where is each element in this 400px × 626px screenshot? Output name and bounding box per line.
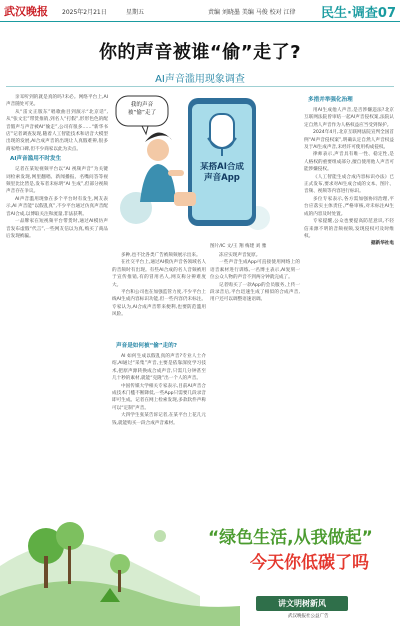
ad-badge-text: 讲文明树新风	[278, 599, 326, 608]
ad-slogan: “绿色生活,从我做起”	[208, 528, 373, 548]
paragraph: 《人工智能生成合成内容标识办法》已正式发布,要求对AI生成合成的文本、图片、音频、视频等内容进行标识。	[304, 174, 394, 195]
paragraph: 2024年4月,北京互联网法院宣判全国首例“AI声音侵权案”,明确认定自然人声音权益及于AI生成声音,未经许可使用构成侵权。	[304, 130, 394, 151]
weekday: 星期五	[126, 9, 145, 16]
paragraph: 在社交平台上,通过AI模仿声音各领域名人的音频时有出现。有些AI合成的名人音频被用于宣传推销,有的冒用名人,网友称分辨难度大。	[112, 260, 206, 288]
subheadline: AI声音滥用现象调查	[155, 74, 245, 85]
paragraph: 一品牌家在短视频平台带货时,通过AI模仿声音发布虚假“代言”,一些网友信以为真,购买了商品后发现被骗。	[6, 219, 108, 239]
person-figure	[140, 132, 184, 202]
public-service-ad	[0, 506, 400, 626]
paragraph: 律师表示,声音具有唯一性、稳定性,是人格权的重要组成部分,擅自使用他人声音可能涉嫌侵权。	[304, 152, 394, 173]
paragraph: 一些声音生成App可直接使用网络上的语音素材进行训练,一名博主表示,AI复刻一位公众人物的声音不到两分钟就完成了。	[210, 260, 300, 281]
title-divider	[6, 86, 394, 87]
paragraph: 专家提醒,公众也要提高防范意识,不轻信来源不明的音频视频,发现侵权可及时维权。	[304, 219, 394, 239]
section-heading: 声音是如何被“偷”走的?	[116, 343, 177, 349]
paragraph: 大四学生张某告诉记者,在某平台上花几元钱,就能购买一段合成声音素材。	[112, 413, 206, 426]
paragraph: 多种,也不比各类广告被频频展示出来。	[121, 253, 201, 258]
headline: 你的声音被谁“偷”走了?	[98, 42, 302, 63]
microphone-icon	[210, 114, 234, 148]
smartphone	[174, 98, 256, 226]
speech-bubble	[116, 96, 168, 134]
masthead: 武汉晚报	[4, 5, 48, 18]
paragraph: AI声音滥用现象在多个平台时有发生,网友表示,AI 声音能“以假乱真”,不少平台通过仿真声音配音AI合成,以博取关注和流量,非法获利。	[6, 196, 108, 217]
paragraph: 冻应实现声音复原。	[219, 253, 261, 258]
phone-label: 某搭AI合成声音App	[200, 162, 244, 183]
article-column-3	[210, 252, 300, 504]
bubble-text: 我的声音被“偷”走了	[127, 102, 157, 116]
paragraph: 平台和公司也在加强监管力度,不少平台上线AI生成内容标识功能,但一些内容仍未标注。专家认为,AI合成声音带来便利,也要防范滥用风险。	[112, 290, 206, 318]
article-column-1	[6, 94, 108, 504]
issue-date: 2025年2月21日	[62, 9, 107, 16]
source-signoff: 据新华社电	[371, 241, 394, 247]
section-heading: 多措并举强化治理	[308, 97, 353, 103]
editor-credits: 责编 刘晓墨 美编 马俊 校对 江律	[208, 9, 296, 16]
ad-organization: 武汉晚报社公益广告	[288, 614, 329, 619]
paragraph: AI 如何生成以假乱真的声音?专业人士介绍,AI通过“采集”声音,主要是依靠深度学习技术,把原声源转换成合成声音,只需几分钟甚至几十秒的素材,就能“克隆”出一个人的声音。	[112, 354, 206, 382]
page-header	[0, 0, 400, 22]
paragraph: 中国传媒大学相关专家表示,目前AI声音合成技术门槛不断降低,一些App只需要几段录音即可生成。记者在网上检索发现,多款软件声称可以“定制”声音。	[112, 383, 206, 411]
ad-tagline: 今天你低碳了吗	[250, 553, 369, 573]
paragraph: 记者在某短视频平台以“AI 视频声音”为关键词检索发现,网里翻唱、新闻播报、名嘴问答等视频里比比皆是,发布者未标明“AI 生成”,但部分视频声音存在争议。	[6, 167, 108, 195]
article-column-2b	[112, 340, 206, 504]
section-title: 民生·调查07	[320, 6, 396, 21]
paragraph: 多位专家表示,各方需加强协同治理,平台应落实主体责任,严格审核,对未标注AI生成的内容及时处置。	[304, 196, 394, 217]
photo-credit: 图片/IC 文/王 翔 梅建 刘 雅	[210, 244, 267, 249]
paragraph: 用AI生成他人声音,是否涉嫌违法?北京互联网法院曾审结一起AI声音侵权案,法院认定自然人声音作为人格权益应当受到保护。	[304, 108, 394, 128]
phone-illustration	[112, 92, 280, 240]
paragraph: 记者购买了一款App的会员服务,上传一段录音后,平台迅速生成了相似的合成声音,用户还可以调整语速语调。	[210, 282, 300, 303]
ad-badge	[256, 596, 348, 611]
paragraph: 从“雷文正版东”唱歌曲目到演示“北京话”,从“张文宏”带货推销,到名人“打假”,形形色色的配音假声与声音被AI“偷走”,公司有很多……“新华书店”记者调查发现,随着人工智能技术和语音大模型出现的发展,AI合成声音的出现让人真假难辨,很多商家给口碑,但不少商家以此为卖点。	[6, 109, 108, 152]
paragraph: 亲耳听到的就是真的吗?未必。网络平台上,AI声音随处可见。	[6, 95, 108, 108]
article-column-4	[304, 94, 394, 504]
section-heading: AI声音滥用不时发生	[10, 156, 62, 163]
